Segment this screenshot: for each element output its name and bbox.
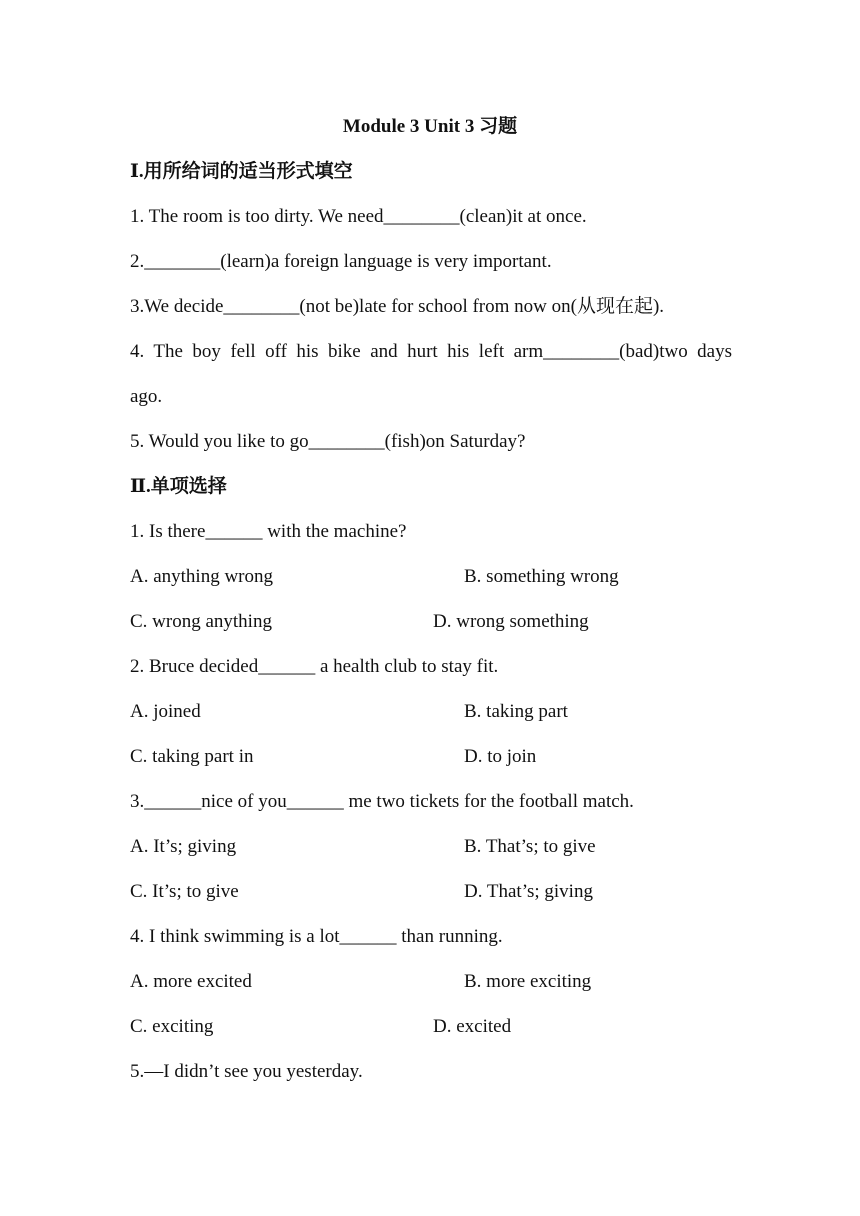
question-1-option-a: A. anything wrong: [130, 566, 274, 587]
question-1-option-d: D. wrong something: [433, 611, 589, 632]
question-2-option-b: B. taking part: [464, 701, 568, 722]
question-4-option-c: C. exciting: [130, 1016, 214, 1037]
question-2-option-c: C. taking part in: [130, 746, 254, 767]
question-1-option-c: C. wrong anything: [130, 611, 272, 632]
question-2-stem: 2. Bruce decided______ a health club to stay fit.: [130, 656, 499, 677]
question-1-stem: 1. Is there______ with the machine?: [130, 521, 407, 542]
page-title: Module 3 Unit 3 习题: [342, 116, 518, 137]
question-3-option-d: D. That’s; giving: [464, 881, 593, 902]
question-4-option-a: A. more excited: [130, 971, 252, 992]
question-1-option-b: B. something wrong: [464, 566, 619, 587]
fill-blank-item-4: 4. The boy fell off his bike and hurt his left arm________(bad)two days: [130, 341, 732, 362]
question-2-option-a: A. joined: [130, 701, 201, 722]
question-3-stem: 3.______nice of you______ me two tickets for the football match.: [130, 791, 634, 812]
fill-blank-item-2: 2.________(learn)a foreign language is very important.: [130, 251, 552, 272]
section-1-heading: Ⅰ.用所给词的适当形式填空: [130, 161, 353, 182]
question-3-option-c: C. It’s; to give: [130, 881, 239, 902]
question-2-option-d: D. to join: [464, 746, 537, 767]
question-4-option-d: D. excited: [433, 1016, 512, 1037]
question-4-stem: 4. I think swimming is a lot______ than running.: [130, 926, 503, 947]
question-4-option-b: B. more exciting: [464, 971, 592, 992]
fill-blank-item-5: 5. Would you like to go________(fish)on Saturday?: [130, 431, 526, 452]
question-3-option-b: B. That’s; to give: [464, 836, 596, 857]
question-5-stem: 5.—I didn’t see you yesterday.: [130, 1061, 363, 1082]
fill-blank-item-3: 3.We decide________(not be)late for school from now on(从现在起).: [130, 296, 665, 317]
question-3-option-a: A. It’s; giving: [130, 836, 237, 857]
fill-blank-item-4-continued: ago.: [130, 386, 163, 407]
section-2-heading: Ⅱ.单项选择: [130, 476, 227, 497]
fill-blank-item-1: 1. The room is too dirty. We need________(clean)it at once.: [130, 206, 587, 227]
